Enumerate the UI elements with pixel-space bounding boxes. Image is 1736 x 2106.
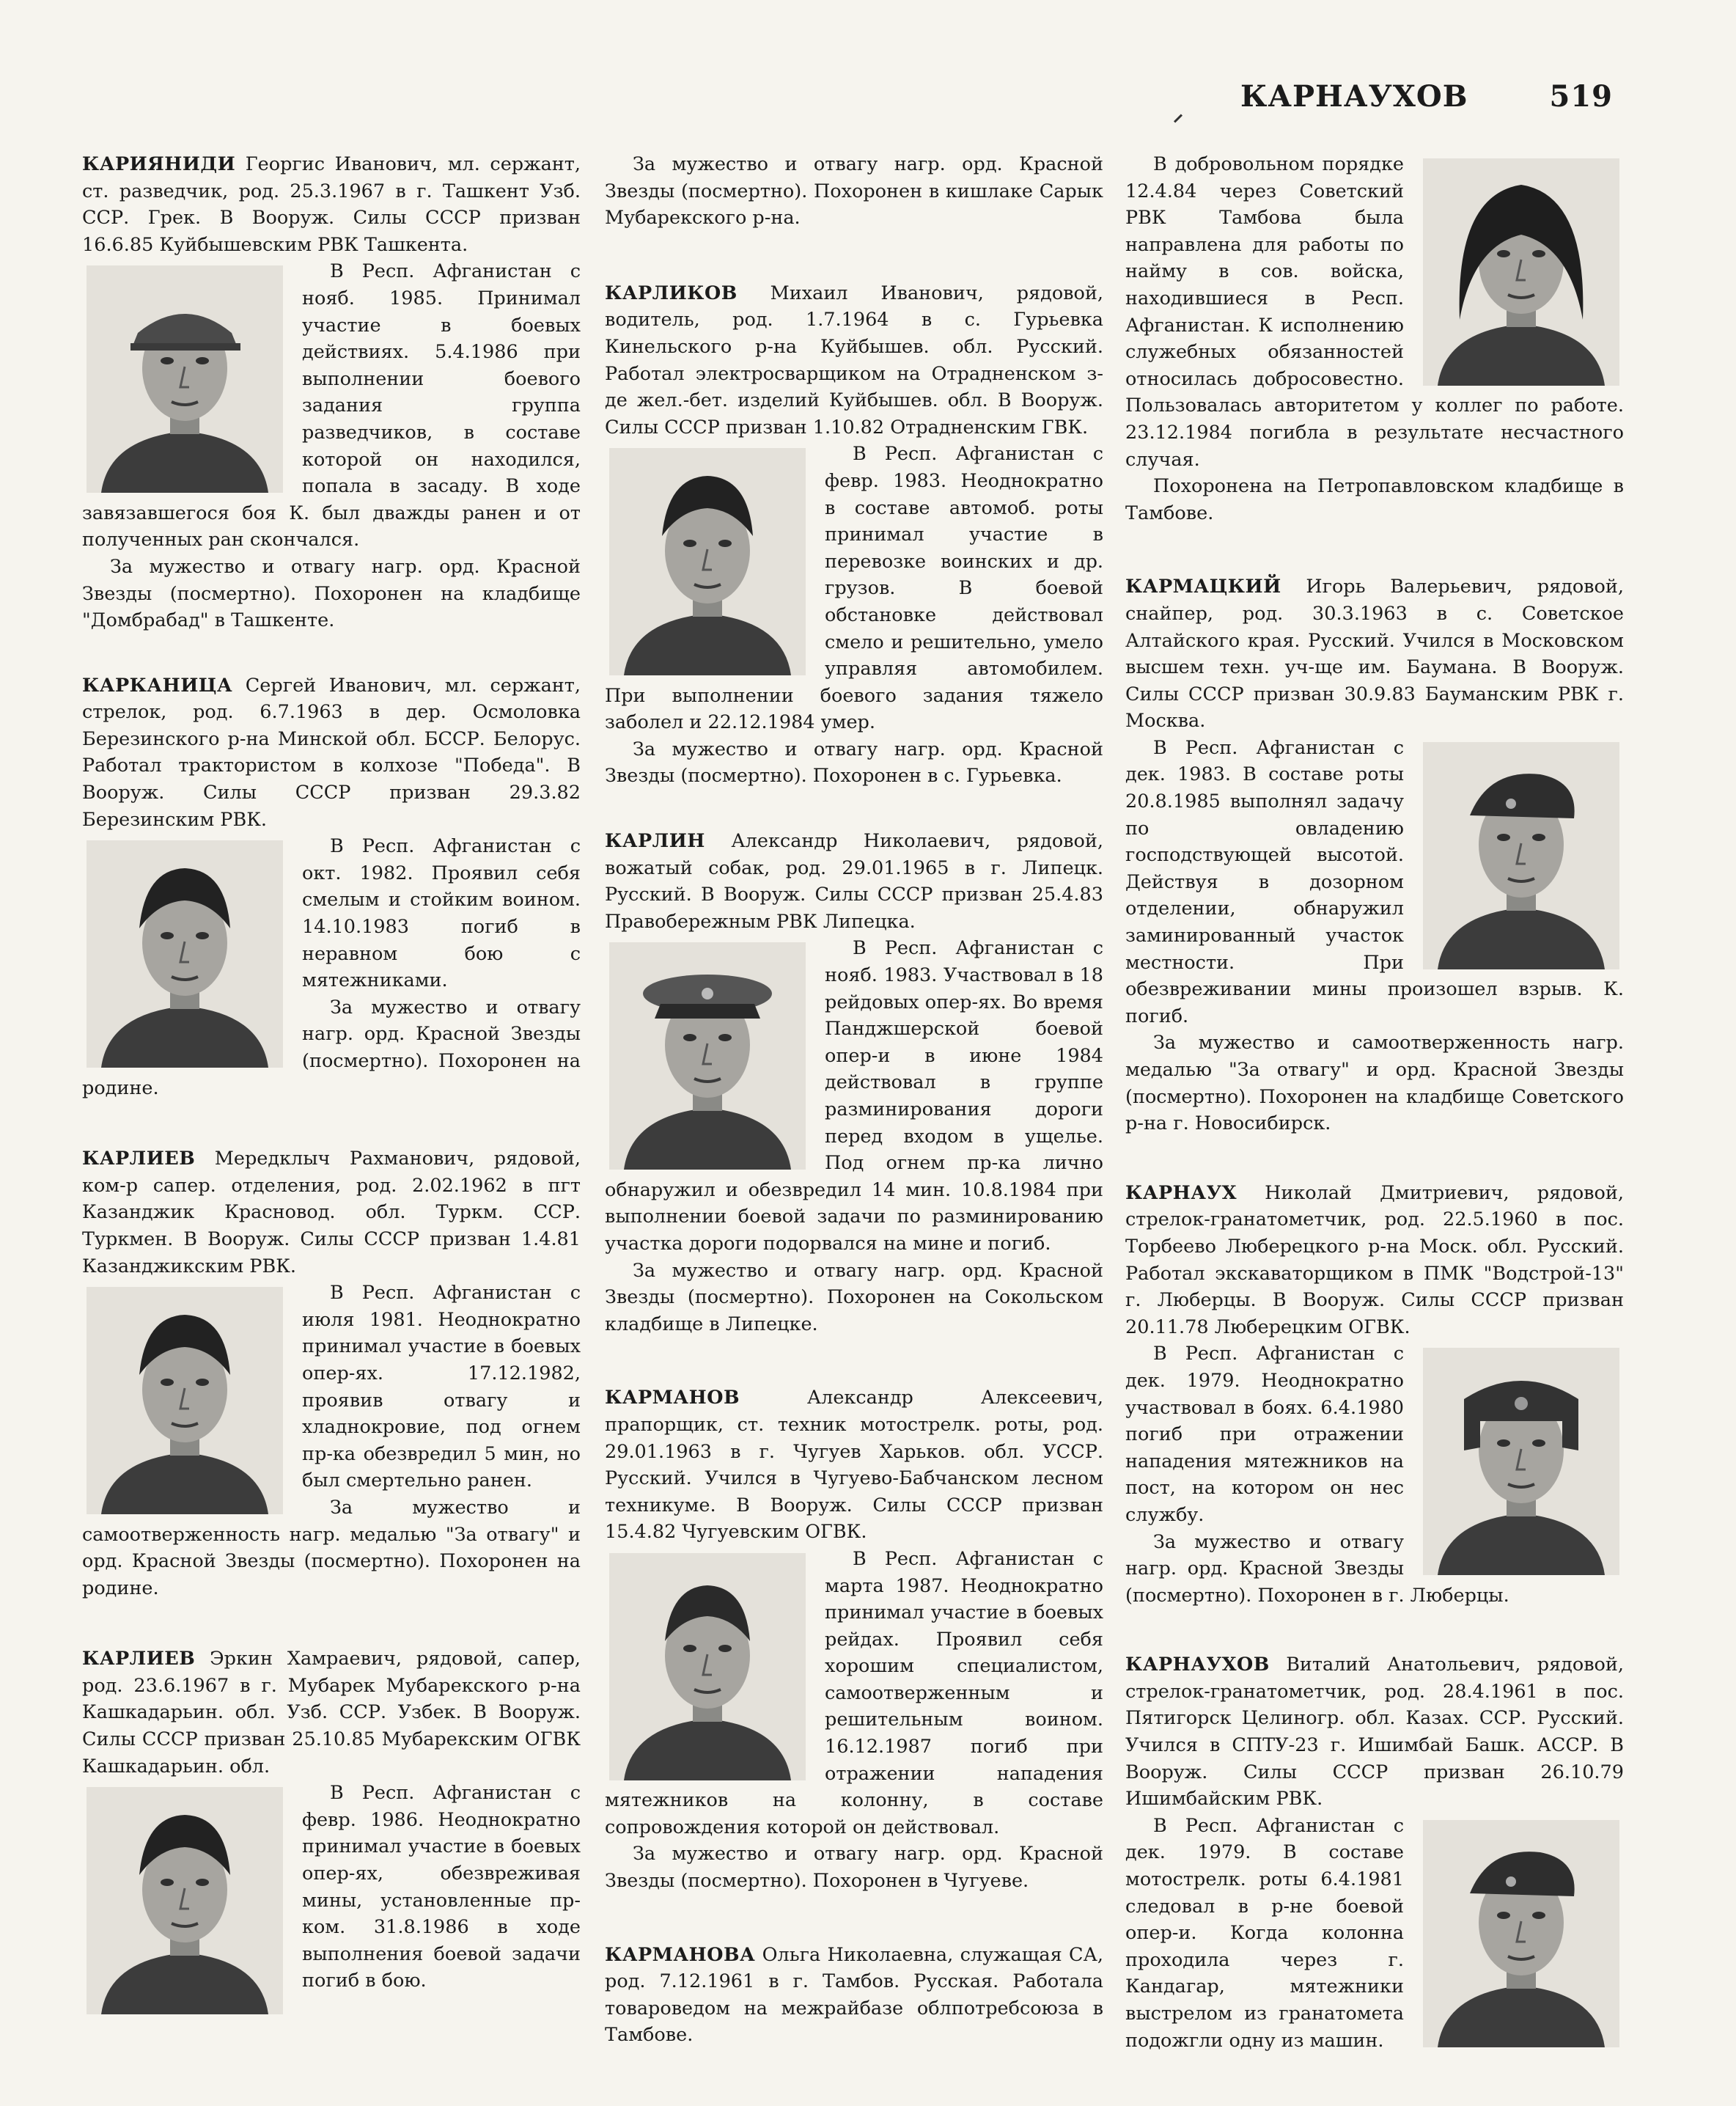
entry-bio: Александр Алексеевич, прапорщик, ст. техник мотострелк. роты, род. 29.01.1963 в г. Чугуев Харьков. обл. УССР. Русский. Учился в Чугуево-Бабчанском лесном техникуме. В Вооруж. Силы СССР призван 15.4.82 Чугуевским ОГВК. (605, 1387, 1104, 1544)
entry-name: КАРМАЦКИЙ (1125, 576, 1281, 598)
entry-award: За мужество и отвагу нагр. орд. Красной Звезды (посмертно). Похоронен в г. Люберцы. (1125, 1530, 1509, 1607)
entry-award: За мужество и отвагу нагр. орд. Красной Звезды (посмертно). Похоронен в кишлаке Сарык Мубарекского р-на. (605, 153, 1103, 230)
entry-karnaukhov (1125, 1651, 1624, 2054)
portrait-photo-icon (87, 1787, 283, 2014)
entry-karlikov (605, 280, 1103, 790)
entry-award: За мужество и отвагу нагр. орд. Красной Звезды (посмертно). Похоронен на Сокольском кладбище в Липецке. (605, 1259, 1103, 1335)
entry-bio: Александр Николаевич, рядовой, вожатый собак, род. 29.01.1965 в г. Липецк. Русский. В Вооруж. Силы СССР призван 25.4.83 Правобережным РВК Липецка. (605, 830, 1103, 933)
entry-name: КАРЛИКОВ (605, 282, 738, 304)
entry-service: В Респ. Афганистан с июля 1981. Неоднократно принимал участие в боевых опер-ях. 17.12.1982, проявив отвагу и хладнокровие, под огнем пр-ка обезвредил 5 мин, но был смертельно ранен. (302, 1282, 581, 1492)
entry-award: За мужество и отвагу нагр. орд. Красной Звезды (посмертно). Похоронен в с. Гурьевка. (605, 738, 1103, 788)
portrait-photo-icon (1423, 742, 1619, 969)
entry-karlin (605, 828, 1103, 1338)
entry-text (1125, 1651, 1624, 1813)
entry-text (605, 280, 1103, 441)
entry-service: В Респ. Афганистан с февр. 1983. Неоднократно в составе автомоб. роты принимал участие в перевозке воинских и др. грузов. В боевой обстановке действовал смело и решительно, умело управляя автомобилем. При выполнении боевого задания тяжело заболел и 22.12.1984 умер. (605, 443, 1103, 734)
page-number: 519 (1549, 79, 1613, 114)
entry-award: За мужество и отвагу нагр. орд. Красной Звезды (посмертно). Похоронен на родине. (82, 996, 581, 1099)
entry-bio: Георгис Иванович, мл. сержант, ст. разведчик, род. 25.3.1967 в г. Ташкент Узб. ССР. Грек. В Вооруж. Силы СССР призван 16.6.85 Куйбышевским РВК Ташкента. (82, 153, 581, 256)
entry-karnaukh (1125, 1180, 1624, 1610)
entry-text (605, 1384, 1103, 1546)
entry-text (82, 1645, 581, 1780)
running-title: КАРНАУХОВ (1240, 79, 1468, 114)
entry-award: За мужество и самоотверженность нагр. медалью "За отвагу" и орд. Красной Звезды (посмертно). Похоронен на кладбище Советского р-на г. Новосибирск. (1125, 1032, 1624, 1135)
entry-name: КАРЛИН (605, 830, 705, 853)
entry-service: В добровольном порядке 12.4.84 через Советский РВК Тамбова была направлена для работы по найму в сов. войска, находившиеся в Респ. Афганистан. К исполнению служебных обязанностей относилась добросовестно. Пользовалась авторитетом у коллег по работе. 23.12.1984 погибла в результате несчастного случая. (1125, 153, 1624, 471)
entry-service: В Респ. Афганистан с февр. 1986. Неоднократно принимал участие в боевых опер-ях, обезвреживая мины, установленные пр-ком. 31.8.1986 в ходе выполнения боевой задачи погиб в бою. (302, 1782, 581, 1992)
portrait-photo-icon (87, 1287, 283, 1514)
entry-name: КАРИЯНИДИ (82, 153, 236, 175)
entry-bio: Эркин Хамраевич, рядовой, сапер, род. 23.6.1967 в г. Мубарек Мубарекского р-на Кашкадарьин. обл. Узб. ССР. Узбек. В Вооруж. Силы СССР призван 25.10.85 Мубарекским ОГВК Кашкадарьин. обл. (82, 1648, 581, 1777)
portrait-photo-icon (1423, 1820, 1619, 2047)
entry-service: В Респ. Афганистан с нояб. 1983. Участвовал в 18 рейдовых опер-ях. Во время Панджшерской боевой опер-и в июне 1984 действовал в группе разминирования дороги перед входом в ущелье. Под огнем пр-ка лично обнаружил и обезвредил 14 мин. 10.8.1984 при выполнении боевой задачи по разминированию участка дороги подорвался на мине и погиб. (605, 937, 1103, 1255)
entry-award: За мужество и отвагу нагр. орд. Красной Звезды (посмертно). Похоронен в Чугуеве. (605, 1843, 1103, 1893)
column-1 (82, 151, 581, 2057)
entry-bio: Ольга Николаевна, служащая СА, род. 7.12.1961 в г. Тамбов. Русская. Работала товароведом на межрайбазе облпотребсоюза в Тамбове. (605, 1943, 1103, 2047)
entry-karmanov (605, 1384, 1103, 1894)
portrait-photo-icon (609, 1553, 806, 1780)
entry-service: В Респ. Афганистан с дек. 1983. В составе роты 20.8.1985 выполнял задачу по овладению господствующей высотой. Действуя в дозорном отделении, обнаружил заминированный участок местности. При обезвреживании мины произошел взрыв. К. погиб. (1125, 736, 1624, 1027)
entry-text (1125, 573, 1624, 735)
entry-name: КАРНАУХОВ (1125, 1654, 1270, 1676)
entry-service: В Респ. Афганистан с дек. 1979. Неоднократно участвовал в боях. 6.4.1980 погиб при отражении нападения мятежников на пост, на котором он нес службу. (1125, 1343, 1404, 1526)
pencil-mark (1174, 114, 1183, 122)
portrait-photo-icon (87, 265, 283, 493)
portrait-photo-icon (609, 448, 806, 675)
entry-text (1125, 1180, 1624, 1341)
entry-bio: Виталий Анатольевич, рядовой, стрелок-гранатометчик, род. 28.4.1961 в пос. Пятигорск Целиногр. обл. Казах. ССР. Русский. Учился в СПТУ-23 г. Ишимбай Башк. АССР. В Вооруж. Силы СССР призван 26.10.79 Ишимбайским РВК. (1125, 1654, 1625, 1810)
entry-name: КАРМАНОВА (605, 1943, 756, 1966)
entry-service: В Респ. Афганистан с окт. 1982. Проявил себя смелым и стойким воином. 14.10.1983 погиб в неравном бою с мятежниками. (302, 835, 581, 992)
entry-name: КАРЛИЕВ (82, 1148, 196, 1170)
entry-bio: Мередклыч Рахманович, рядовой, ком-р сапер. отделения, род. 2.02.1962 в пгт Казанджик Красновод. обл. Туркм. ССР. Туркмен. В Вооруж. Силы СССР призван 1.4.81 Казанджикским РВК. (82, 1148, 581, 1277)
entry-kariyanidi (82, 151, 581, 634)
column-3 (1125, 151, 1624, 2092)
entry-text (82, 151, 581, 258)
entry-karmatsky (1125, 573, 1624, 1137)
entry-text (82, 1145, 581, 1280)
entry-service: В Респ. Афганистан с дек. 1979. В составе мотострелк. роты 6.4.1981 следовал в р-не боевой опер-и. Когда колонна проходила через г. Кандагар, мятежники выстрелом из гранатомета подожгли одну из машин. (1125, 1814, 1404, 2052)
entry-karliev-e (82, 1645, 581, 2019)
entry-name: КАРНАУХ (1125, 1181, 1237, 1204)
entry-bio: Николай Дмитриевич, рядовой, стрелок-гранатометчик, род. 22.5.1960 в пос. Торбеево Люберецкого р-на Моск. обл. Русский. Работал экскаваторщиком в ПМК "Водстрой-13" г. Люберцы. В Вооруж. Силы СССР призван 20.11.78 Люберецким ОГВК. (1125, 1181, 1624, 1338)
entry-continuation (1125, 151, 1624, 526)
entry-bio: Сергей Иванович, мл. сержант, стрелок, род. 6.7.1963 в дер. Осмоловка Березинского р-на Минской обл. БССР. Белорус. Работал трактористом в колхозе "Победа". В Вооруж. Силы СССР призван 29.3.82 Березинским РВК. (82, 674, 581, 831)
entry-name: КАРЛИЕВ (82, 1648, 196, 1670)
portrait-photo-icon (1423, 1348, 1619, 1575)
entry-name: КАРМАНОВ (605, 1387, 740, 1409)
entry-karliev-m (82, 1145, 581, 1601)
entry-bio: Михаил Иванович, рядовой, водитель, род. 1.7.1964 в с. Гурьевка Кинельского р-на Куйбышев. обл. Русский. Работал электросварщиком на Отрадненском з-де жел.-бет. изделий Куйбышев. обл. В Вооруж. Силы СССР призван 1.10.82 Отрадненским ГВК. (605, 282, 1103, 439)
entry-karkanitsa (82, 672, 581, 1102)
running-header (1240, 79, 1613, 114)
entry-text (605, 1942, 1103, 2049)
column-2 (605, 151, 1103, 2087)
entry-karmanova (605, 1942, 1103, 2049)
entry-text (82, 672, 581, 834)
entry-text (605, 828, 1103, 935)
entry-award: За мужество и отвагу нагр. орд. Красной Звезды (посмертно). Похоронен на кладбище "Домбрабад" в Ташкенте. (82, 555, 581, 632)
portrait-photo-icon (1423, 158, 1619, 386)
entry-service: В Респ. Афганистан с марта 1987. Неоднократно принимал участие в боевых рейдах. Проявил себя хорошим специалистом, самоотверженным и решительным воином. 16.12.1987 погиб при отражении нападения мятежников на колонну, в составе сопровождения которой он действовал. (605, 1547, 1103, 1838)
entry-award: За мужество и самоотверженность нагр. медалью "За отвагу" и орд. Красной Звезды (посмертно). Похоронен на родине. (82, 1496, 581, 1599)
entry-name: КАРКАНИЦА (82, 674, 233, 697)
portrait-photo-icon (87, 840, 283, 1068)
entry-bio: Игорь Валерьевич, рядовой, снайпер, род. 30.3.1963 в с. Советское Алтайского края. Русский. Учился в Московском высшем техн. уч-ще им. Баумана. В Вооруж. Силы СССР призван 30.9.83 Бауманским РВК г. Москва. (1125, 576, 1624, 733)
portrait-photo-icon (609, 942, 806, 1170)
entry-continuation (605, 151, 1103, 232)
entry-service: В Респ. Афганистан с нояб. 1985. Принимал участие в боевых действиях. 5.4.1986 при выполнении боевого задания группа разведчиков, в составе которой он находился, попала в засаду. В ходе завязавшегося боя К. был дважды ранен и от полученных ран скончался. (82, 260, 581, 551)
entry-award: Похоронена на Петропавловском кладбище в Тамбове. (1125, 475, 1624, 524)
